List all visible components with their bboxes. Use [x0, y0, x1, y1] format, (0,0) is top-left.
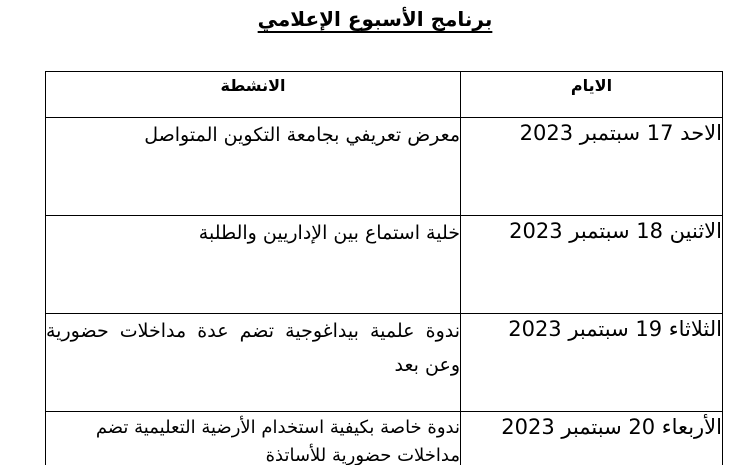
table-row — [46, 314, 723, 412]
schedule-table — [45, 71, 723, 465]
header-days: الايام — [461, 72, 723, 118]
activity-cell: ندوة علمية بيداغوجية تضم عدة مداخلات حضورية وعن بعد — [46, 314, 461, 412]
table-row — [46, 216, 723, 314]
day-cell: الأربعاء 20 سبتمبر 2023 — [461, 412, 723, 465]
table-row — [46, 118, 723, 216]
table-row — [46, 412, 723, 465]
header-activities: الانشطة — [46, 72, 461, 118]
activity-cell: ندوة خاصة بكيفية استخدام الأرضية التعليمية تضم مداخلات حضورية للأساتذة — [46, 412, 461, 465]
table-header-row — [46, 72, 723, 118]
day-cell: الاثنين 18 سبتمبر 2023 — [461, 216, 723, 314]
page-title — [0, 4, 750, 34]
page-title-text: برنامج الأسبوع الإعلامي — [257, 7, 493, 31]
activity-cell: خلية استماع بين الإداريين والطلبة — [46, 216, 461, 314]
day-cell: الاحد 17 سبتمبر 2023 — [461, 118, 723, 216]
day-cell: الثلاثاء 19 سبتمبر 2023 — [461, 314, 723, 412]
activity-cell: معرض تعريفي بجامعة التكوين المتواصل — [46, 118, 461, 216]
